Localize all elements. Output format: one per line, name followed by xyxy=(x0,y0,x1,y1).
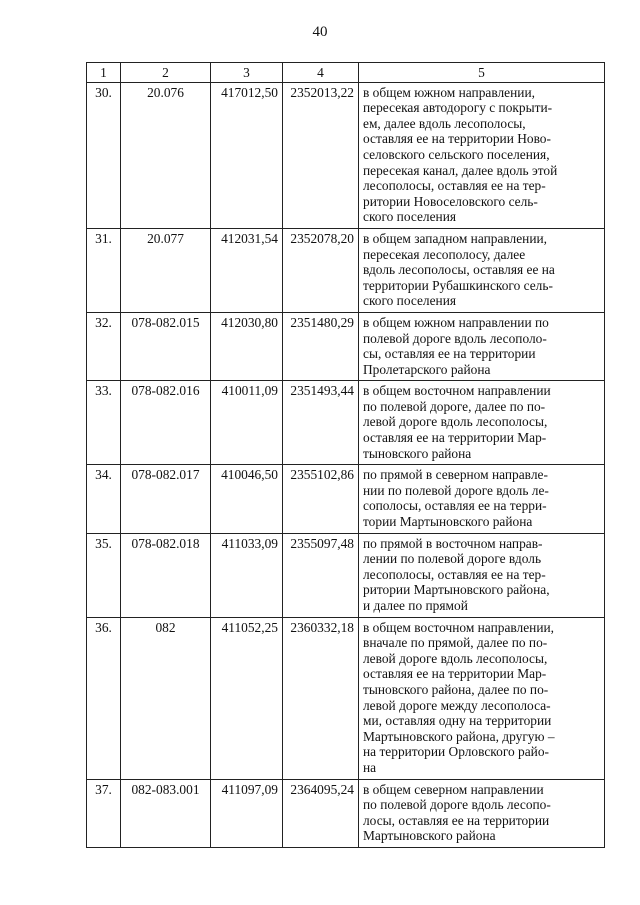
description-line: по полевой дороге вдоль лесопо- xyxy=(363,797,551,813)
table-row xyxy=(87,381,605,465)
boundary-description-cell xyxy=(359,82,605,228)
description-line: оставляя ее на территории Мар- xyxy=(363,666,547,682)
description-line: ского поселения xyxy=(363,293,457,309)
header-cell-1: 1 xyxy=(87,63,121,83)
y-coordinate-cell: 2355102,86 xyxy=(283,465,359,533)
description-line: территории Рубашкинского сель- xyxy=(363,277,553,293)
point-code-cell: 078-082.015 xyxy=(121,312,211,380)
description-line: лении по полевой дороге вдоль xyxy=(363,551,542,567)
point-code-cell: 078-082.018 xyxy=(121,533,211,617)
description-line: пересекая автодорогу с покрыти- xyxy=(363,100,553,116)
row-number-cell: 33. xyxy=(87,381,121,465)
description-line: по прямой в северном направле- xyxy=(363,467,548,483)
boundary-description-cell xyxy=(359,312,605,380)
x-coordinate-cell: 411052,25 xyxy=(211,617,283,779)
description-line: левой дороге вдоль лесополосы, xyxy=(363,414,548,430)
table-row xyxy=(87,465,605,533)
description-line: ского поселения xyxy=(363,209,457,225)
table-row xyxy=(87,312,605,380)
description-line: в общем южном направлении по xyxy=(363,314,549,330)
header-cell-4: 4 xyxy=(283,63,359,83)
description-line: в общем западном направлении, xyxy=(363,230,548,246)
description-line: на xyxy=(363,759,377,775)
description-line: левой дороге между лесополоса- xyxy=(363,697,551,713)
description-line: тыновского района xyxy=(363,445,472,461)
page-number: 40 xyxy=(312,24,328,40)
description-line: ми, оставляя одну на территории xyxy=(363,713,552,729)
boundary-description-cell xyxy=(359,617,605,779)
y-coordinate-cell: 2360332,18 xyxy=(283,617,359,779)
boundary-description-cell xyxy=(359,465,605,533)
description-line: лесополосы, оставляя ее на тер- xyxy=(363,178,546,194)
description-line: Мартыновского района xyxy=(363,828,496,844)
point-code-cell: 20.077 xyxy=(121,228,211,312)
header-row xyxy=(87,63,605,83)
point-code-cell: 082 xyxy=(121,617,211,779)
row-number-cell: 35. xyxy=(87,533,121,617)
description-line: сополосы, оставляя ее на терри- xyxy=(363,498,547,514)
description-line: Пролетарского района xyxy=(363,361,491,377)
row-number-cell: 30. xyxy=(87,82,121,228)
row-number-cell: 36. xyxy=(87,617,121,779)
description-line: пересекая лесополосу, далее xyxy=(363,246,526,262)
boundary-description-cell xyxy=(359,381,605,465)
description-line: и далее по прямой xyxy=(363,598,468,613)
description-line: по полевой дороге, далее по по- xyxy=(363,398,546,414)
y-coordinate-cell: 2351493,44 xyxy=(283,381,359,465)
table-row xyxy=(87,228,605,312)
x-coordinate-cell: 411033,09 xyxy=(211,533,283,617)
description-line: ритории Мартыновского района, xyxy=(363,582,550,598)
description-line: оставляя ее на территории Мар- xyxy=(363,430,547,446)
description-line: сы, оставляя ее на территории xyxy=(363,346,536,362)
description-line: вначале по прямой, далее по по- xyxy=(363,635,548,651)
boundary-description-cell xyxy=(359,228,605,312)
x-coordinate-cell: 412031,54 xyxy=(211,228,283,312)
row-number-cell: 34. xyxy=(87,465,121,533)
description-line: тыновского района, далее по по- xyxy=(363,681,549,697)
y-coordinate-cell: 2364095,24 xyxy=(283,779,359,847)
boundary-description-cell xyxy=(359,779,605,847)
y-coordinate-cell: 2351480,29 xyxy=(283,312,359,380)
description-line: в общем восточном направлении xyxy=(363,383,551,399)
description-line: тории Мартыновского района xyxy=(363,514,533,530)
point-code-cell: 082-083.001 xyxy=(121,779,211,847)
row-number-cell: 31. xyxy=(87,228,121,312)
description-line: в общем восточном направлении, xyxy=(363,619,554,635)
description-line: на территории Орловского райо- xyxy=(363,744,549,760)
y-coordinate-cell: 2352013,22 xyxy=(283,82,359,228)
boundary-description-cell xyxy=(359,533,605,617)
table-row xyxy=(87,533,605,617)
x-coordinate-cell: 417012,50 xyxy=(211,82,283,228)
x-coordinate-cell: 411097,09 xyxy=(211,779,283,847)
description-line: вдоль лесополосы, оставляя ее на xyxy=(363,262,555,278)
description-line: в общем северном направлении xyxy=(363,781,544,797)
description-line: лесополосы, оставляя ее на тер- xyxy=(363,566,546,582)
x-coordinate-cell: 412030,80 xyxy=(211,312,283,380)
description-line: нии по полевой дороге вдоль ле- xyxy=(363,482,549,498)
table-row xyxy=(87,82,605,228)
row-number-cell: 37. xyxy=(87,779,121,847)
description-line: Мартыновского района, другую – xyxy=(363,728,555,744)
header-cell-2: 2 xyxy=(121,63,211,83)
table-row xyxy=(87,779,605,847)
point-code-cell: 078-082.016 xyxy=(121,381,211,465)
description-line: селовского сельского поселения, xyxy=(363,146,550,162)
header-cell-3: 3 xyxy=(211,63,283,83)
point-code-cell: 20.076 xyxy=(121,82,211,228)
y-coordinate-cell: 2352078,20 xyxy=(283,228,359,312)
description-line: пересекая канал, далее вдоль этой xyxy=(363,162,558,178)
description-line: в общем южном направлении, xyxy=(363,84,535,100)
description-line: левой дороге вдоль лесополосы, xyxy=(363,650,548,666)
description-line: ем, далее вдоль лесополосы, xyxy=(363,115,526,131)
point-code-cell: 078-082.017 xyxy=(121,465,211,533)
x-coordinate-cell: 410011,09 xyxy=(211,381,283,465)
y-coordinate-cell: 2355097,48 xyxy=(283,533,359,617)
x-coordinate-cell: 410046,50 xyxy=(211,465,283,533)
table-row xyxy=(87,617,605,779)
row-number-cell: 32. xyxy=(87,312,121,380)
header-cell-5: 5 xyxy=(359,63,605,83)
description-line: лосы, оставляя ее на территории xyxy=(363,812,550,828)
boundary-table xyxy=(86,62,605,848)
description-line: ритории Новоселовского сель- xyxy=(363,193,538,209)
description-line: по прямой в восточном направ- xyxy=(363,535,543,551)
description-line: оставляя ее на территории Ново- xyxy=(363,131,551,147)
description-line: полевой дороге вдоль лесополо- xyxy=(363,330,547,346)
